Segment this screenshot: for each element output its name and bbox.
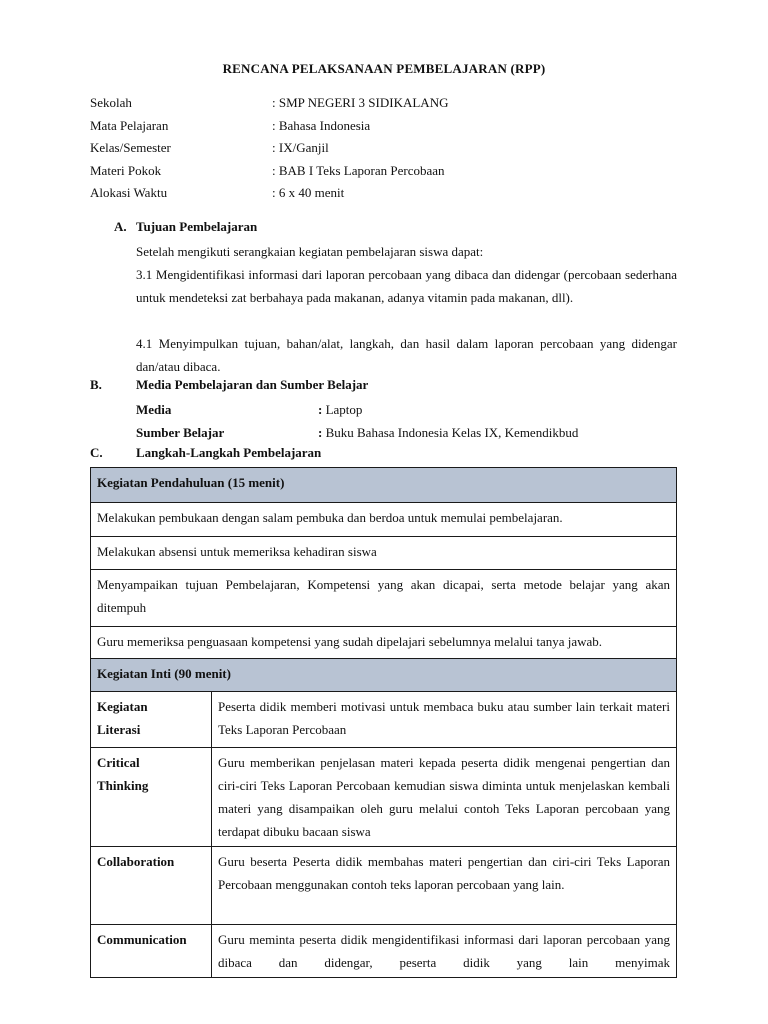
section-title: Media Pembelajaran dan Sumber Belajar — [136, 377, 369, 392]
section-title: Langkah-Langkah Pembelajaran — [136, 445, 322, 460]
table-band-core — [91, 659, 677, 692]
identity-block — [90, 93, 690, 206]
identity-label: Sekolah — [90, 95, 132, 110]
media-row — [136, 400, 696, 420]
activity-label-line: Critical — [97, 755, 140, 770]
goal-paragraph-2: 4.1 Menyimpulkan tujuan, bahan/alat, langkah, dan hasil dalam laporan percobaan yang didengar dan/atau dibaca. — [136, 336, 677, 374]
section-marker: C. — [90, 445, 103, 460]
activity-label-line: Kegiatan — [97, 699, 148, 714]
media-value-wrap — [318, 400, 362, 420]
table-band-intro — [91, 468, 677, 503]
activity-text: Guru beserta Peserta didik membahas materi pengertian dan ciri-ciri Teks Laporan Percobaan menggunakan contoh teks laporan percobaan yang lain. — [212, 847, 677, 925]
table-cell: Melakukan pembukaan dengan salam pembuka dan berdoa untuk memulai pembelajaran. — [91, 503, 677, 537]
activity-text: Peserta didik memberi motivasi untuk membaca buku atau sumber lain terkait materi Teks Laporan Percobaan — [212, 692, 677, 748]
table-cell: Melakukan absensi untuk memeriksa kehadiran siswa — [91, 537, 677, 570]
identity-label: Alokasi Waktu — [90, 185, 168, 201]
activity-label-line: Literasi — [97, 722, 141, 737]
activity-label — [91, 692, 212, 748]
section-c-heading — [90, 445, 321, 461]
learning-steps-table — [90, 467, 677, 978]
band-title: Kegiatan Inti (90 menit) — [91, 659, 677, 692]
identity-label: Kelas/Semester — [90, 140, 171, 156]
activity-text: Guru meminta peserta didik mengidentifikasi informasi dari laporan percobaan yang dibaca dan didengar, peserta didik yang lain menyimak — [212, 925, 677, 978]
colon: : — [318, 402, 323, 417]
table-row — [91, 692, 677, 748]
band-title: Kegiatan Pendahuluan (15 menit) — [91, 468, 677, 503]
table-cell: Guru memeriksa penguasaan kompetensi yang sudah dipelajari sebelumnya melalui tanya jawab. — [91, 627, 677, 659]
identity-row-topic — [90, 161, 690, 184]
section-marker: B. — [90, 377, 102, 392]
section-a-intro: Setelah mengikuti serangkaian kegiatan pembelajaran siswa dapat: — [136, 244, 484, 259]
media-label: Media — [136, 402, 172, 417]
identity-row-school — [90, 93, 690, 116]
goal-paragraph-1: 3.1 Mengidentifikasi informasi dari laporan percobaan yang dibaca dan didengar (percobaan sederhana untuk mendeteksi zat berbahaya pada makanan, adanya vitamin pada makanan, dll). — [136, 267, 677, 305]
section-marker: A. — [114, 219, 127, 234]
identity-row-class — [90, 138, 690, 161]
source-label: Sumber Belajar — [136, 425, 225, 440]
section-b-heading — [90, 377, 368, 393]
identity-row-subject — [90, 116, 690, 139]
table-row — [91, 627, 677, 659]
identity-value: : IX/Ganjil — [272, 140, 329, 156]
table-row — [91, 847, 677, 925]
source-value: Buku Bahasa Indonesia Kelas IX, Kemendikbud — [325, 425, 579, 440]
activity-label — [91, 748, 212, 847]
table-row — [91, 925, 677, 978]
section-a-heading — [114, 219, 768, 235]
source-value-wrap — [318, 423, 578, 443]
table-row — [91, 570, 677, 627]
identity-value: : Bahasa Indonesia — [272, 117, 371, 133]
identity-label: Materi Pokok — [90, 162, 162, 178]
activity-text: Guru memberikan penjelasan materi kepada peserta didik mengenai pengertian dan ciri-ciri Teks Laporan Percobaan kemudian siswa diminta untuk menjelaskan kembali materi yang disampaikan oleh guru melalui contoh Teks Laporan percobaan yang terdapat dibuku bacaan siswa — [212, 748, 677, 847]
source-row — [136, 423, 696, 443]
activity-label: Communication — [91, 925, 212, 978]
identity-label: Mata Pelajaran — [90, 117, 169, 133]
identity-row-time — [90, 183, 690, 206]
table-row — [91, 748, 677, 847]
activity-label: Collaboration — [91, 847, 212, 925]
identity-value: : BAB I Teks Laporan Percobaan — [272, 162, 445, 178]
document-title: RENCANA PELAKSANAAN PEMBELAJARAN (RPP) — [222, 61, 546, 76]
media-value: Laptop — [325, 402, 363, 417]
identity-value: : 6 x 40 menit — [272, 185, 345, 201]
table-row — [91, 503, 677, 537]
colon: : — [318, 425, 323, 440]
table-row — [91, 537, 677, 570]
table-cell: Menyampaikan tujuan Pembelajaran, Kompetensi yang akan dicapai, serta metode belajar yang akan ditempuh — [91, 570, 677, 627]
activity-label-line: Thinking — [97, 778, 149, 793]
identity-value: : SMP NEGERI 3 SIDIKALANG — [272, 95, 449, 110]
section-title: Tujuan Pembelajaran — [136, 219, 258, 234]
